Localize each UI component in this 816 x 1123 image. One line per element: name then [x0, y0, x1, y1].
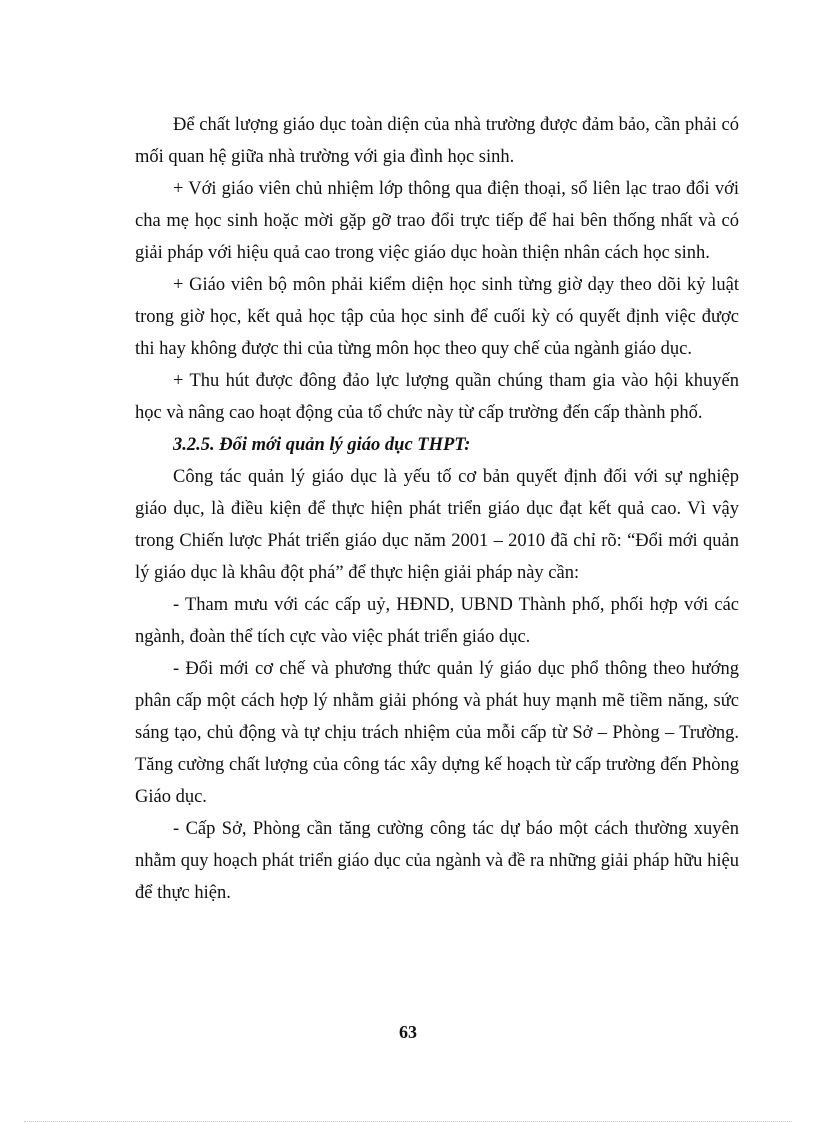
page-bottom-border: [24, 1121, 792, 1122]
paragraph-mechanism-reform: - Đổi mới cơ chế và phương thức quản lý giáo dục phổ thông theo hướng phân cấp một cách hợp lý nhằm giải phóng và phát huy mạnh mẽ tiềm năng, sức sáng tạo, chủ động và tự chịu trách nhiệm của mỗi cấp từ Sở – Phòng – Trường. Tăng cường chất lượng của công tác xây dựng kế hoạch từ cấp trường đến Phòng Giáo dục.: [135, 659, 739, 807]
page-number: 63: [399, 1022, 417, 1042]
page-body: [135, 109, 739, 909]
paragraph-advisory: - Tham mưu với các cấp uỷ, HĐND, UBND Thành phố, phối hợp với các ngành, đoàn thể tích cực vào việc phát triển giáo dục.: [135, 595, 739, 647]
paragraph-management-intro: Công tác quản lý giáo dục là yếu tố cơ bản quyết định đối với sự nghiệp giáo dục, là điều kiện để thực hiện phát triển giáo dục đạt kết quả cao. Vì vậy trong Chiến lược Phát triển giáo dục năm 2001 – 2010 đã chỉ rõ: “Đổi mới quản lý giáo dục là khâu đột phá” để thực hiện giải pháp này cần:: [135, 467, 739, 583]
paragraph-family-relationship: Để chất lượng giáo dục toàn diện của nhà trường được đảm bảo, cần phải có mối quan hệ giữa nhà trường với gia đình học sinh.: [135, 115, 739, 167]
paragraph-study-encouragement: + Thu hút được đông đảo lực lượng quần chúng tham gia vào hội khuyến học và nâng cao hoạt động của tổ chức này từ cấp trường đến cấp thành phố.: [135, 371, 739, 423]
paragraph-homeroom-teacher: + Với giáo viên chủ nhiệm lớp thông qua điện thoại, sổ liên lạc trao đổi với cha mẹ học sinh hoặc mời gặp gỡ trao đổi trực tiếp để hai bên thống nhất và có giải pháp với hiệu quả cao trong việc giáo dục hoàn thiện nhân cách học sinh.: [135, 179, 739, 263]
paragraph-subject-teacher: + Giáo viên bộ môn phải kiểm diện học sinh từng giờ dạy theo dõi kỷ luật trong giờ học, kết quả học tập của học sinh để cuối kỳ có quyết định việc được thi hay không được thi của từng môn học theo quy chế của ngành giáo dục.: [135, 275, 739, 359]
section-heading: 3.2.5. Đổi mới quản lý giáo dục THPT:: [173, 435, 471, 455]
paragraph-forecasting: - Cấp Sở, Phòng cần tăng cường công tác dự báo một cách thường xuyên nhằm quy hoạch phát triển giáo dục của ngành và đề ra những giải pháp hữu hiệu để thực hiện.: [135, 819, 739, 903]
